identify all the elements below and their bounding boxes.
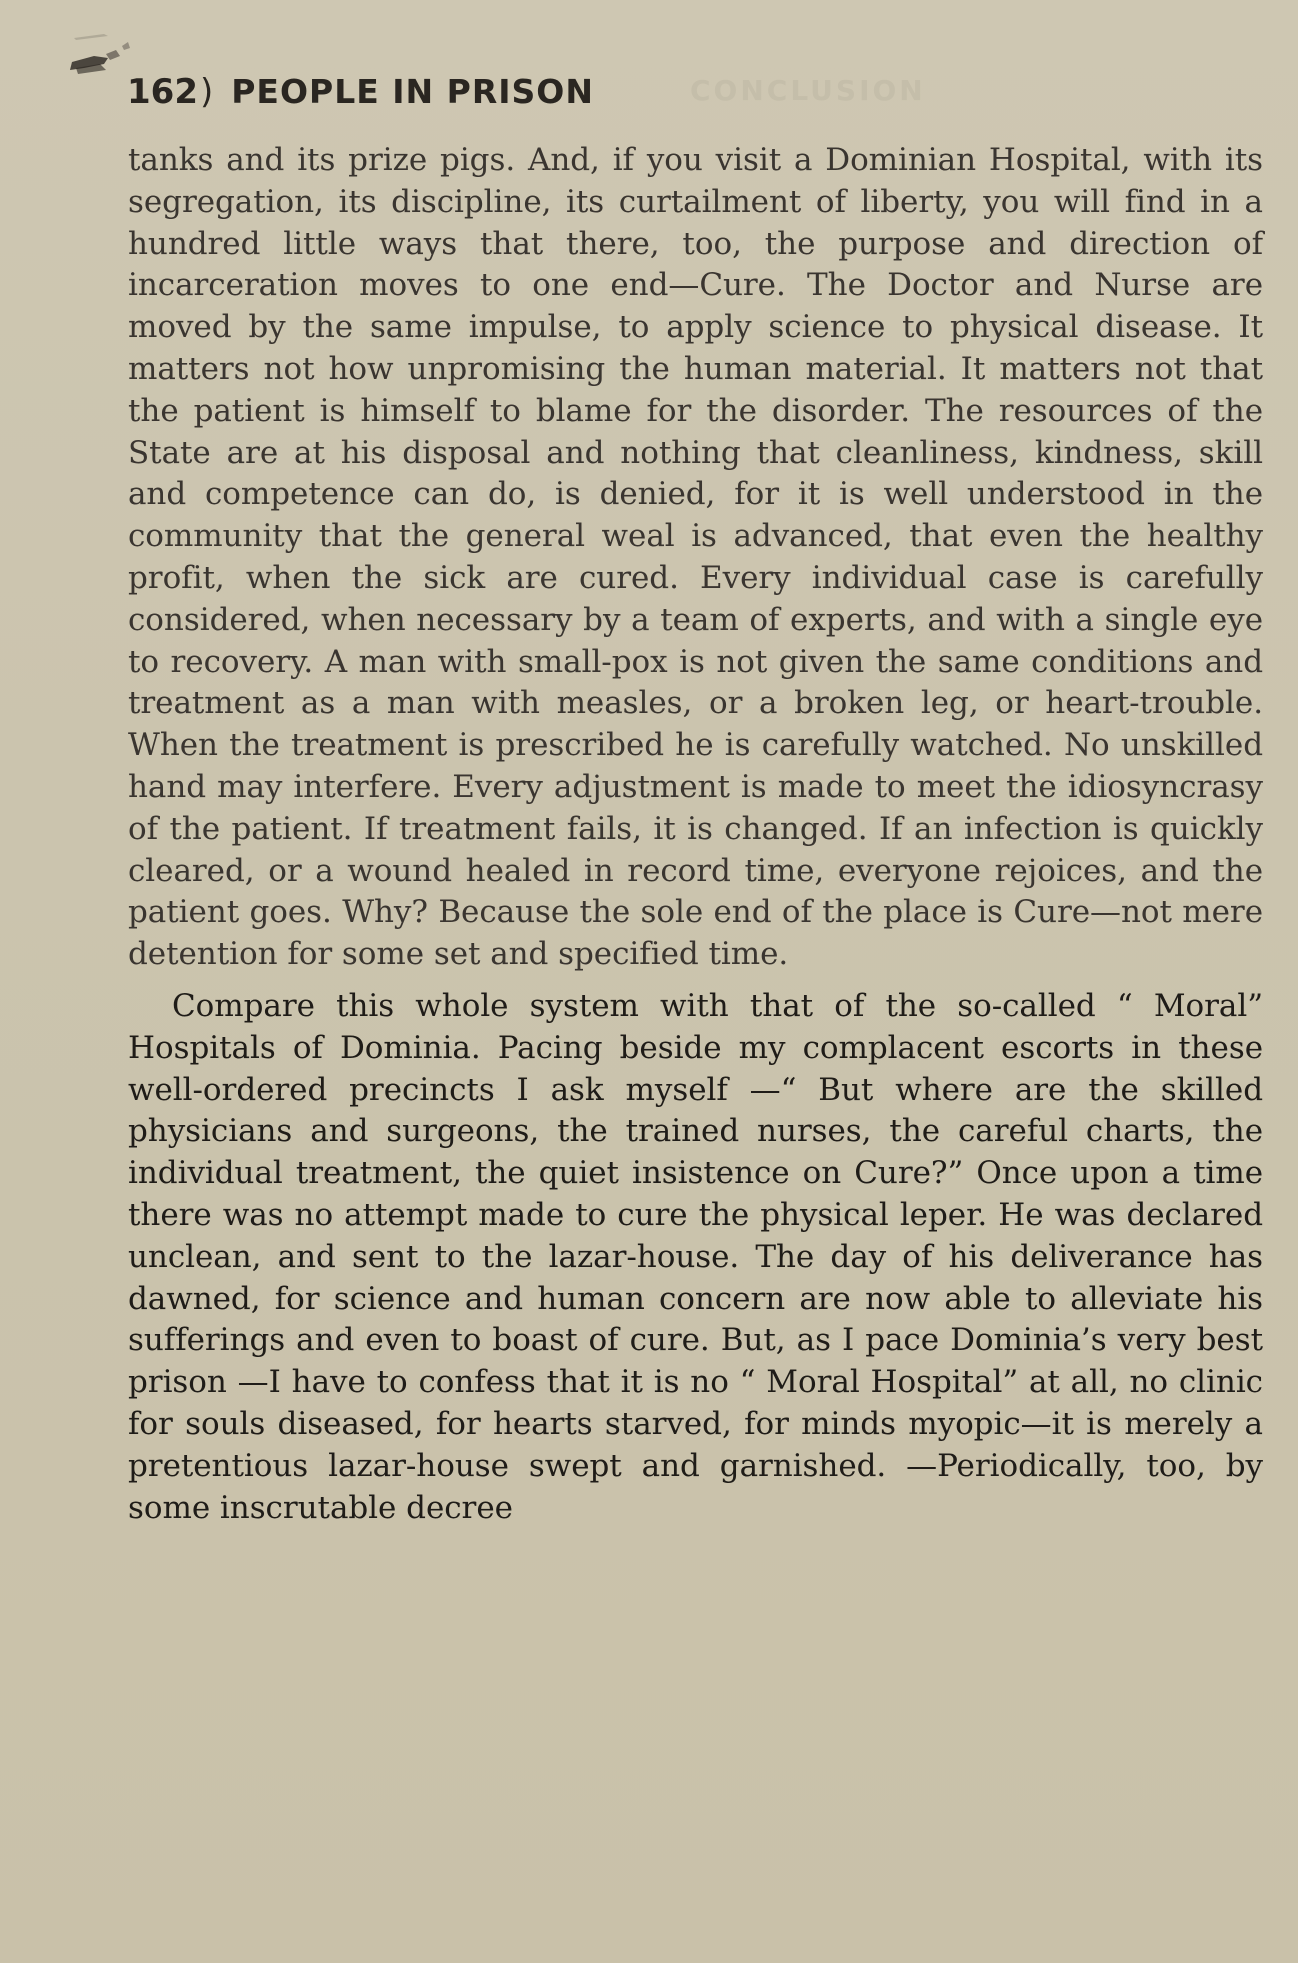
running-header [127,72,594,112]
show-through-title: CONCLUSION [690,74,926,107]
body-text [128,140,1263,1529]
paragraph: Compare this whole system with that of the so-called “ Moral” Hospitals of Dominia. Pacing beside my complacent escorts in these well-ordered precincts I ask myself —“ But where are the skilled physicians and surgeons, the trained nurses, the careful charts, the individual treatment, the quiet insistence on Cure?” Once upon a time there was no attempt made to cure the physical leper. He was declared unclean, and sent to the lazar-house. The day of his deliverance has dawned, for science and human concern are now able to alleviate his sufferings and even to boast of cure. But, as I pace Dominia’s very best prison —I have to confess that it is no “ Moral Hospital” at all, no clinic for souls diseased, for hearts starved, for minds myopic—it is merely a pretentious lazar-house swept and garnished. —Periodically, too, by some inscrutable decree [128,987,1263,1526]
page-number: 162 [127,72,198,112]
page-number-separator: ) [199,72,214,112]
running-title: PEOPLE IN PRISON [231,72,594,111]
ink-smudge-mark [64,28,174,78]
paragraph: tanks and its prize pigs. And, if you visit a Dominian Hospital, with its segregation, its discipline, its curtailment of liberty, you will find in a hundred little ways that there, too, the purpose and direction of incarceration moves to one end—Cure. The Doctor and Nurse are moved by the same impulse, to apply science to physical disease. It matters not how unpromising the human material. It matters not that the patient is himself to blame for the disorder. The resources of the State are at his disposal and nothing that cleanliness, kindness, skill and competence can do, is denied, for it is well understood in the community that the general weal is advanced, that even the healthy profit, when the sick are cured. Every individual case is carefully considered, when necessary by a team of experts, and with a single eye to recovery. A man with small-pox is not given the same conditions and treatment as a man with measles, or a broken leg, or heart-trouble. When the treatment is prescribed he is carefully watched. No unskilled hand may interfere. Every adjustment is made to meet the idiosyncrasy of the patient. If treatment fails, it is changed. If an infection is quickly cleared, or a wound healed in record time, everyone rejoices, and the patient goes. Why? Because the sole end of the place is Cure—not mere detention for some set and specified time. [128,142,1263,973]
